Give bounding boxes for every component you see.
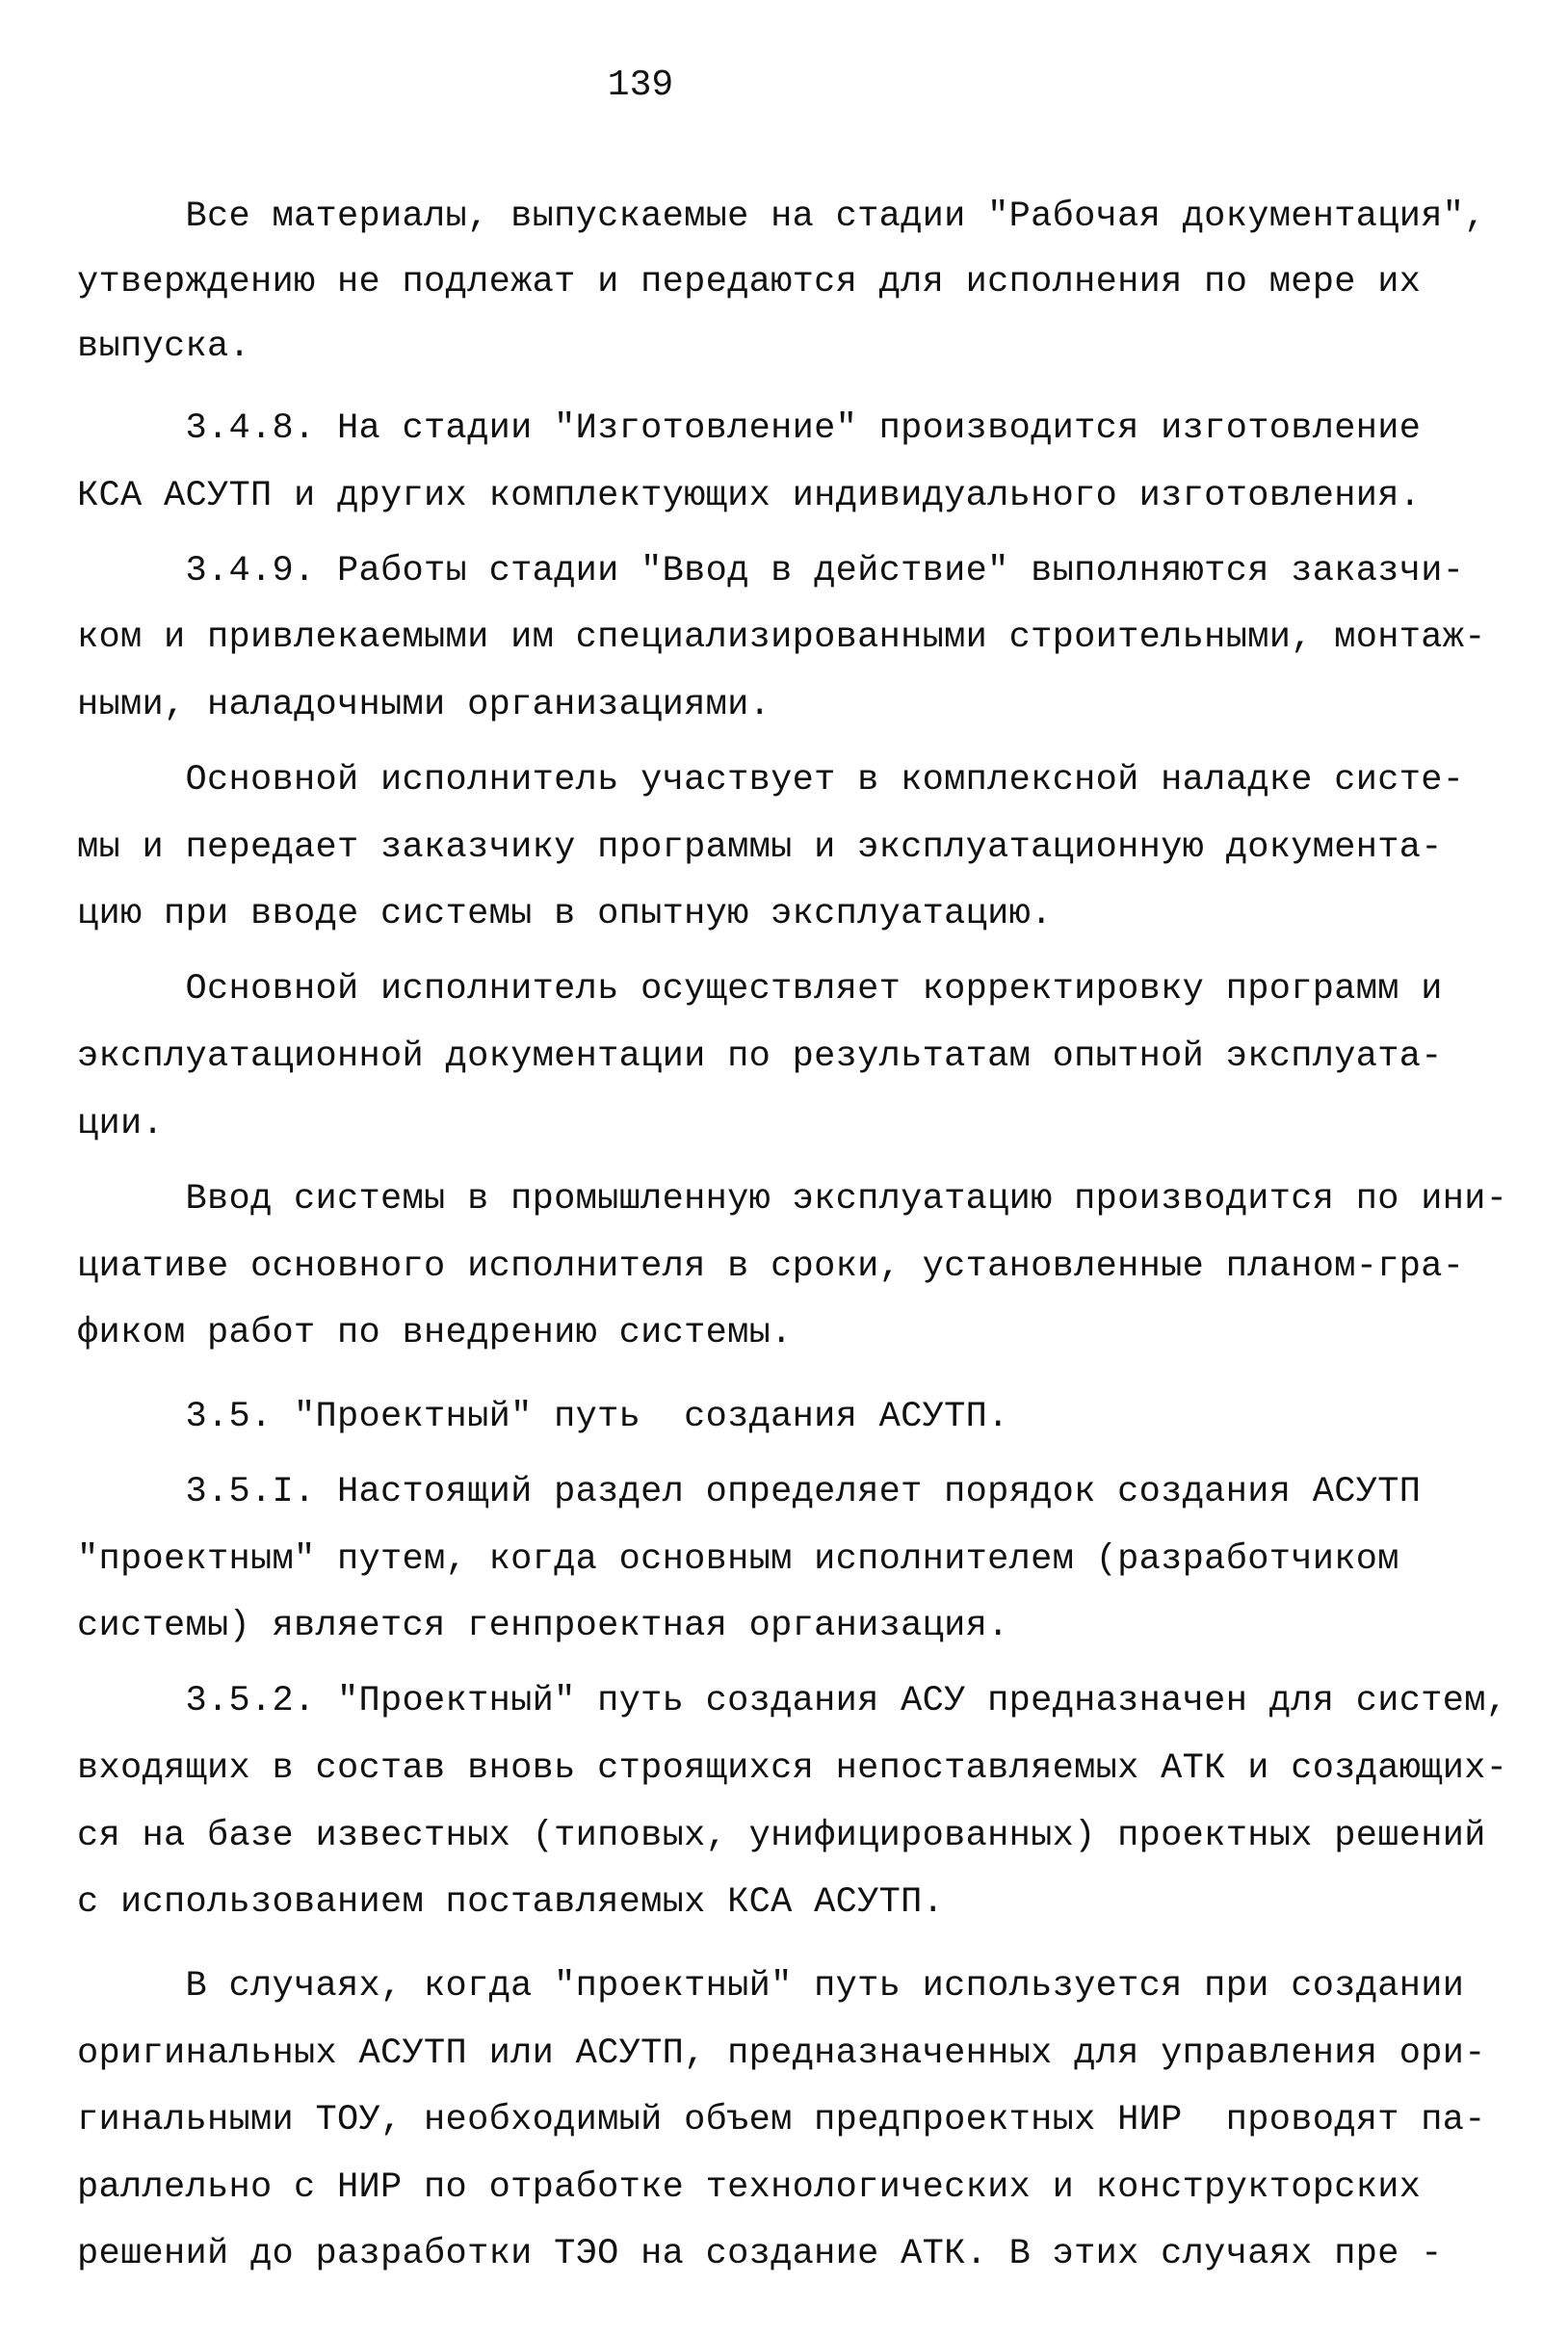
text-line: ком и привлекаемыми им специализированными строительными, монтаж- <box>77 617 1486 658</box>
text-line: с использованием поставляемых КСА АСУТП. <box>77 1882 945 1923</box>
text-line: решений до разработки ТЭО на создание АТК. В этих случаях пре - <box>77 2234 1443 2274</box>
text-line: фиком работ по внедрению системы. <box>77 1313 793 1353</box>
text-line: ся на базе известных (типовых, унифицированных) проектных решений <box>77 1816 1486 1856</box>
text-line: раллельно с НИР по отработке технологических и конструкторских <box>77 2167 1422 2208</box>
section-heading: 3.5. "Проектный" путь создания АСУТП. <box>77 1397 1009 1437</box>
text-line: В случаях, когда "проектный" путь используется при создании <box>77 1966 1465 2007</box>
text-line: системы) является генпроектная организация. <box>77 1606 1009 1646</box>
text-line: КСА АСУТП и других комплектующих индивидуального изготовления. <box>77 476 1422 516</box>
text-line: "проектным" путем, когда основным исполнителем (разработчиком <box>77 1539 1399 1580</box>
text-line: мы и передает заказчику программы и эксплуатационную документа- <box>77 827 1443 868</box>
text-line: 3.5.2. "Проектный" путь создания АСУ предназначен для систем, <box>77 1681 1508 1721</box>
text-line: цию при вводе системы в опытную эксплуатацию. <box>77 894 1053 934</box>
text-line: Основной исполнитель осуществляет корректировку программ и <box>77 969 1443 1010</box>
text-line: 3.4.8. На стадии "Изготовление" производится изготовление <box>77 408 1422 449</box>
text-line: Основной исполнитель участвует в комплексной наладке систе- <box>77 760 1465 801</box>
text-line: выпуска. <box>77 327 251 367</box>
text-line: входящих в состав вновь строящихся непоставляемых АТК и создающих- <box>77 1748 1508 1789</box>
text-line: гинальными ТОУ, необходимый объем предпроектных НИР проводят па- <box>77 2100 1486 2140</box>
text-line: утверждению не подлежат и передаются для исполнения по мере их <box>77 262 1422 302</box>
text-line: 3.4.9. Работы стадии "Ввод в действие" выполняются заказчи- <box>77 551 1465 591</box>
text-line: Ввод системы в промышленную эксплуатацию производится по ини- <box>77 1179 1508 1220</box>
page-number: 139 <box>607 65 674 106</box>
text-line: ными, наладочными организациями. <box>77 685 771 725</box>
text-line: оригинальных АСУТП или АСУТП, предназначенных для управления ори- <box>77 2034 1486 2074</box>
text-line: Все материалы, выпускаемые на стадии "Рабочая документация", <box>77 197 1486 237</box>
text-line: 3.5.I. Настоящий раздел определяет порядок создания АСУТП <box>77 1472 1422 1512</box>
text-line: циативе основного исполнителя в сроки, установленные планом-гра- <box>77 1247 1465 1287</box>
text-line: эксплуатационной документации по результатам опытной эксплуата- <box>77 1037 1443 1077</box>
text-line: ции. <box>77 1104 165 1144</box>
